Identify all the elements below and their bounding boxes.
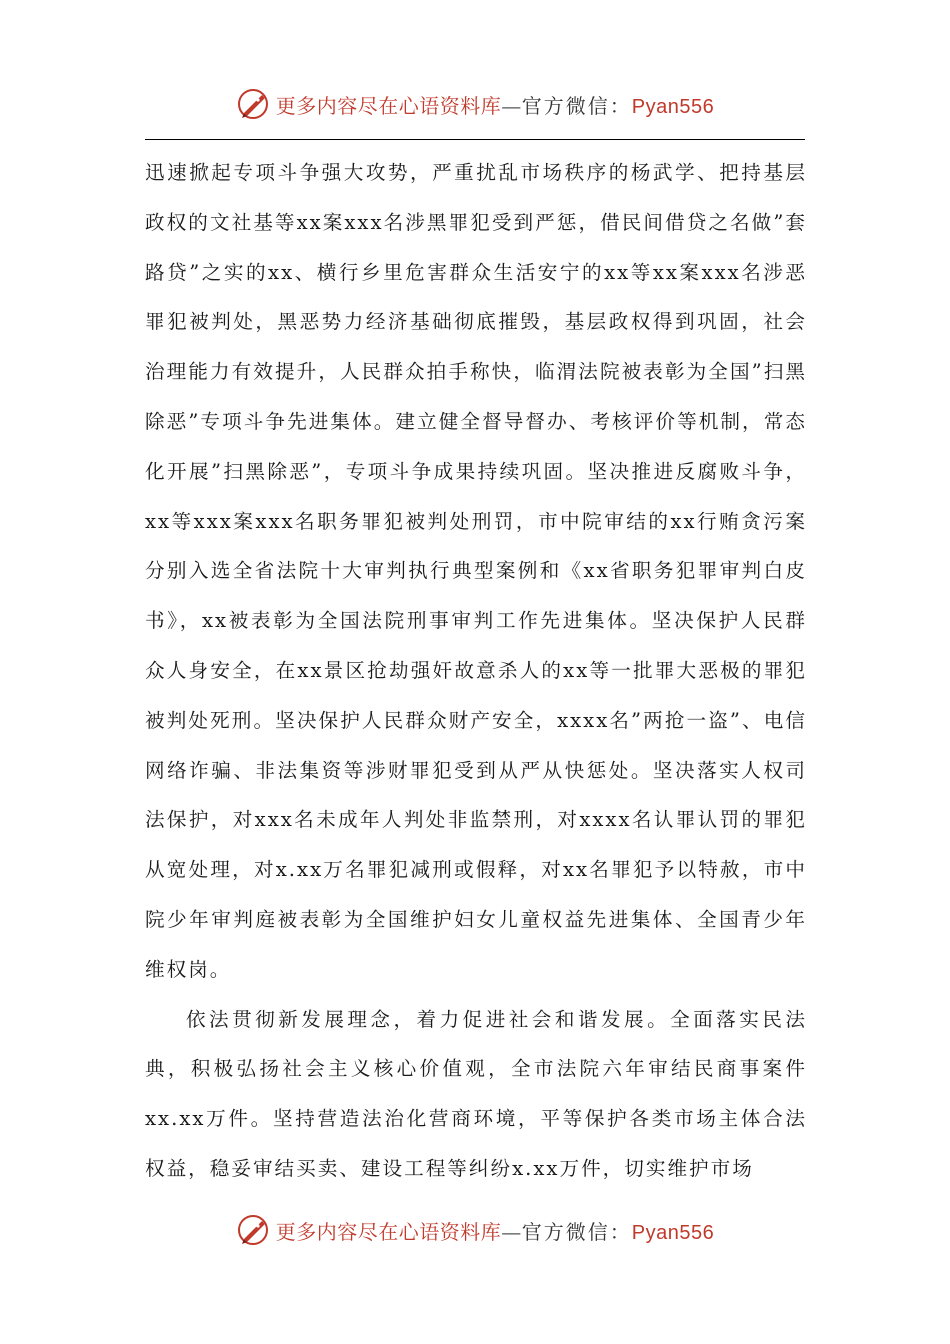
footer-dash: — bbox=[501, 1219, 522, 1244]
header-site-name: 更多内容尽在心语资料库 bbox=[275, 93, 502, 118]
footer-wechat-label: 官方微信： bbox=[521, 1219, 632, 1244]
pen-logo-icon bbox=[236, 86, 272, 122]
body-paragraph-2: 依法贯彻新发展理念，着力促进社会和谐发展。全面落实民法典，积极弘扬社会主义核心价值观，全市法院六年审结民商事案件xx.xx万件。坚持营造法治化营商环境，平等保护各类市场主体合法权益，稳妥审结买卖、建设工程等纠纷x.xx万件，切实维护市场 bbox=[145, 1007, 807, 1180]
body-paragraph-1: 迅速掀起专项斗争强大攻势，严重扰乱市场秩序的杨武学、把持基层政权的文社基等xx案xxx名涉黑罪犯受到严惩，借民间借贷之名做”套路贷”之实的xx、横行乡里危害群众生活安宁的xx等xx案xxx名涉恶罪犯被判处，黑恶势力经济基础彻底摧毁，基层政权得到巩固，社会治理能力有效提升，人民群众拍手称快，临渭法院被表彰为全国”扫黑除恶”专项斗争先进集体。建立健全督导督办、考核评价等机制，常态化开展”扫黑除恶”，专项斗争成果持续巩固。坚决推进反腐败斗争，xx等xxx案xxx名职务罪犯被判处刑罚，市中院审结的xx行贿贪污案分别入选全省法院十大审判执行典型案例和《xx省职务犯罪审判白皮书》，xx被表彰为全国法院刑事审判工作先进集体。坚决保护人民群众人身安全，在xx景区抢劫强奸故意杀人的xx等一批罪大恶极的罪犯被判处死刑。坚决保护人民群众财产安全，xxxx名”两抢一盗”、电信网络诈骗、非法集资等涉财罪犯受到从严从快惩处。坚决落实人权司法保护，对xxx名未成年人判处非监禁刑，对xxxx名认罪认罚的罪犯从宽处理，对x.xx万名罪犯减刑或假释，对xx名罪犯予以特赦，市中院少年审判庭被表彰为全国维护妇女儿童权益先进集体、全国青少年维权岗。 bbox=[145, 161, 807, 981]
header-rule bbox=[145, 139, 805, 140]
header-wechat-label: 官方微信： bbox=[521, 93, 632, 118]
footer-site-name: 更多内容尽在心语资料库 bbox=[275, 1219, 502, 1244]
document-body bbox=[145, 148, 807, 1194]
header-banner-text bbox=[276, 90, 714, 119]
header-banner bbox=[0, 82, 950, 126]
pen-logo-icon bbox=[236, 1212, 272, 1248]
footer-wechat-id: Pyan556 bbox=[631, 1221, 715, 1244]
footer-banner bbox=[0, 1208, 950, 1252]
header-wechat-id: Pyan556 bbox=[631, 95, 715, 118]
header-dash: — bbox=[501, 93, 522, 118]
footer-banner-text bbox=[276, 1216, 714, 1245]
